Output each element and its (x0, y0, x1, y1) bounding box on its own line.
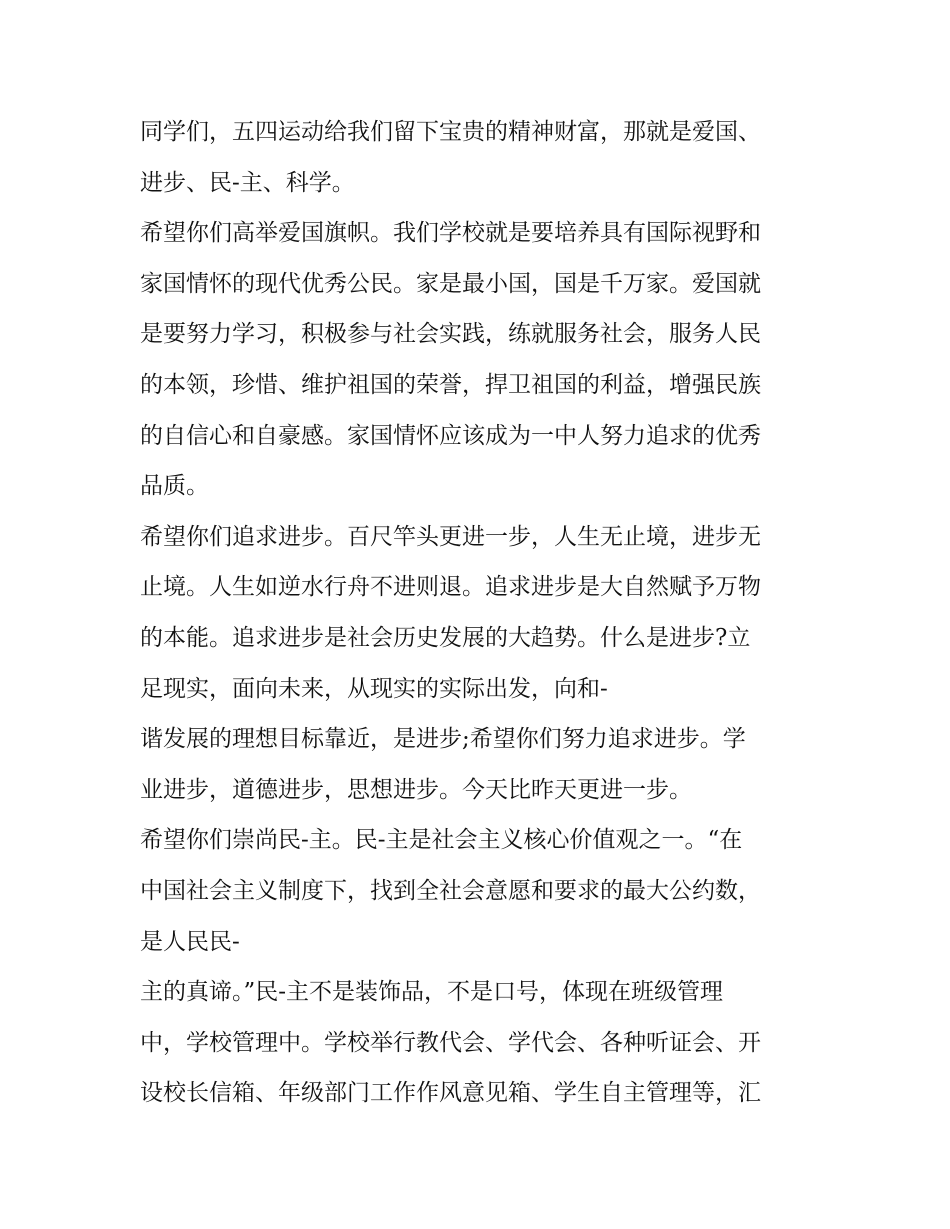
text-line: 的自信心和自豪感。家国情怀应该成为一中人努力追求的优秀 (140, 422, 761, 449)
text-line: 中国社会主义制度下，找到全社会意愿和要求的最大公约数， (140, 877, 761, 904)
text-line: 足现实，面向未来，从现实的实际出发，向和- (140, 675, 608, 702)
text-line: 希望你们高举爱国旗帜。我们学校就是要培养具有国际视野和 (140, 220, 761, 247)
text-line: 的本领，珍惜、维护祖国的荣誉，捍卫祖国的利益，增强民族 (140, 371, 761, 398)
text-line: 是要努力学习，积极参与社会实践，练就服务社会，服务人民 (140, 321, 761, 348)
text-line: 品质。 (140, 473, 209, 500)
text-line: 的本能。追求进步是社会历史发展的大趋势。什么是进步?立 (140, 624, 751, 651)
text-line: 进步、民-主、科学。 (140, 169, 355, 196)
text-line: 家国情怀的现代优秀公民。家是最小国，国是千万家。爱国就 (140, 270, 761, 297)
text-line: 中，学校管理中。学校举行教代会、学代会、各种听证会、开 (140, 1029, 761, 1056)
text-line: 同学们，五四运动给我们留下宝贵的精神财富，那就是爱国、 (140, 119, 761, 145)
text-line: 是人民民- (140, 928, 240, 955)
text-line: 业进步，道德进步，思想进步。今天比昨天更进一步。 (140, 776, 692, 803)
text-line: 希望你们崇尚民-主。民-主是社会主义核心价值观之一。“在 (140, 827, 743, 854)
text-line: 设校长信箱、年级部门工作作风意见箱、学生自主管理等，汇 (140, 1080, 761, 1107)
text-line: 希望你们追求进步。百尺竿头更进一步，人生无止境，进步无 (140, 523, 761, 550)
text-line: 主的真谛。”民-主不是装饰品，不是口号，体现在班级管理 (140, 979, 724, 1006)
text-line: 止境。人生如逆水行舟不进则退。追求进步是大自然赋予万物 (140, 574, 761, 601)
document-body (140, 107, 830, 1119)
text-line: 谐发展的理想目标靠近，是进步;希望你们努力追求进步。学 (140, 726, 746, 753)
